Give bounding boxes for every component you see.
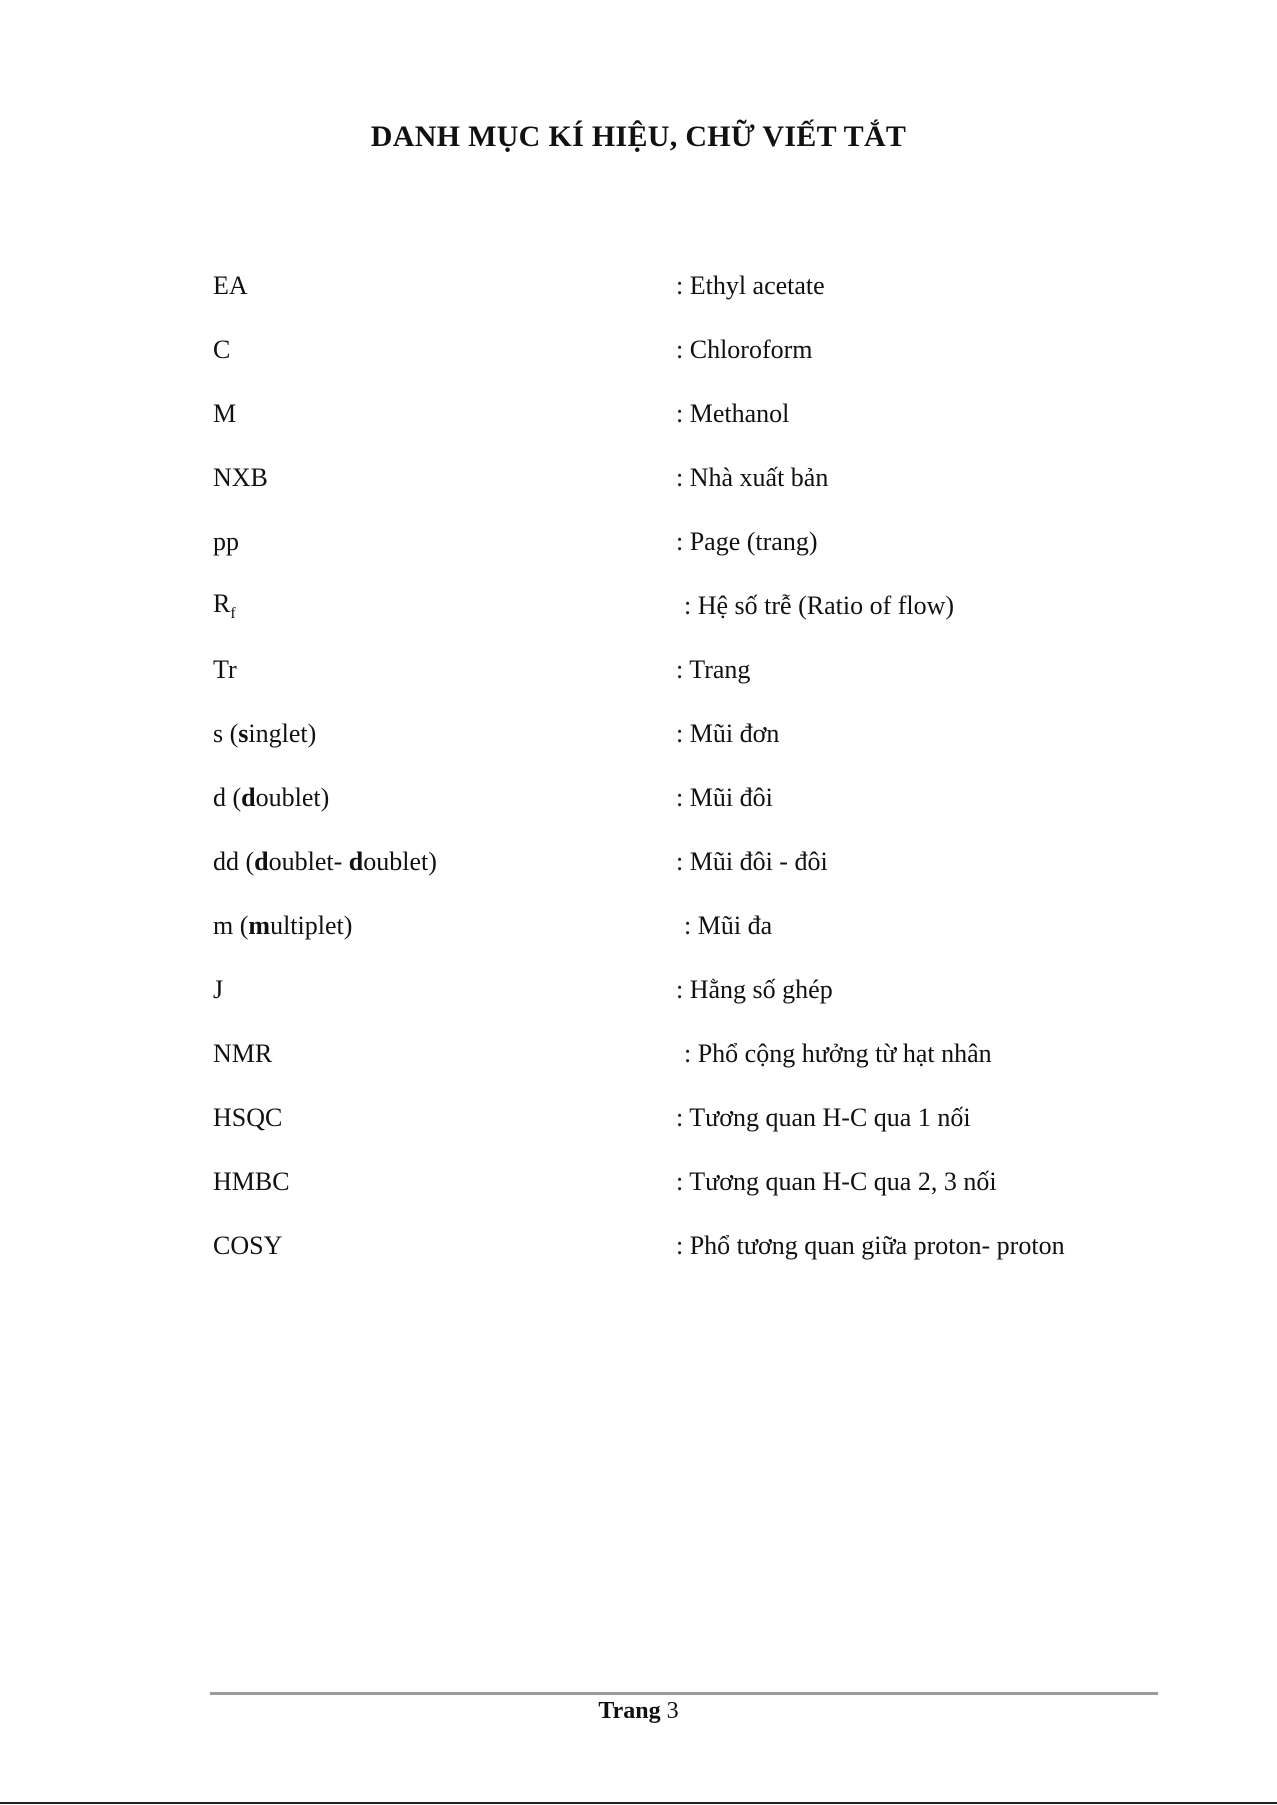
term-text: oublet) <box>255 783 330 812</box>
abbreviation-term: HMBC <box>213 1167 290 1196</box>
page-number <box>0 1698 1277 1725</box>
abbreviation-definition: : Chloroform <box>676 335 813 364</box>
abbreviation-definition: : Ethyl acetate <box>676 271 825 300</box>
abbreviation-row <box>213 638 1163 702</box>
term-text: d ( <box>213 783 242 812</box>
abbreviation-row <box>213 894 1163 958</box>
term-text: inglet) <box>248 719 317 748</box>
abbreviation-row <box>213 510 1163 574</box>
term-emphasis: d <box>348 847 364 876</box>
abbreviation-row <box>213 766 1163 830</box>
abbreviation-definition: : Nhà xuất bản <box>676 463 829 492</box>
abbreviation-definition: : Hệ số trễ (Ratio of flow) <box>684 591 955 620</box>
abbreviation-row <box>213 702 1163 766</box>
abbreviation-definition: : Trang <box>676 655 751 684</box>
page-bottom-edge <box>0 1802 1277 1804</box>
term-text: s ( <box>213 719 239 748</box>
abbreviation-row <box>213 830 1163 894</box>
abbreviation-definition: : Mũi đơn <box>676 719 780 748</box>
abbreviation-row <box>213 1086 1163 1150</box>
abbreviation-term: J <box>213 975 224 1004</box>
term-text: m ( <box>213 911 249 940</box>
term-text: ultiplet) <box>270 911 353 940</box>
abbreviation-definition: : Hằng số ghép <box>676 975 833 1004</box>
abbreviation-definition: : Phổ tương quan giữa proton- proton <box>676 1231 1065 1260</box>
abbreviation-term <box>213 783 676 813</box>
abbreviation-term: COSY <box>213 1231 283 1260</box>
abbreviation-definition: : Tương quan H-C qua 1 nối <box>676 1103 971 1132</box>
term-emphasis: s <box>238 719 249 748</box>
abbreviation-row <box>213 1022 1163 1086</box>
term-text: dd ( <box>213 847 255 876</box>
abbreviation-definition: : Page (trang) <box>676 527 818 556</box>
abbreviation-definition: : Phổ cộng hưởng từ hạt nhân <box>684 1039 992 1068</box>
abbreviation-row <box>213 254 1163 318</box>
abbreviation-definition: : Tương quan H-C qua 2, 3 nối <box>676 1167 997 1196</box>
abbreviation-term: pp <box>213 527 239 556</box>
abbreviation-row <box>213 574 1163 638</box>
abbreviation-term: HSQC <box>213 1103 283 1132</box>
abbreviation-term: C <box>213 335 231 364</box>
abbreviation-definition: : Methanol <box>676 399 790 428</box>
term-emphasis: d <box>241 783 256 812</box>
page-number-label: Trang <box>598 1698 661 1724</box>
page-title: DANH MỤC KÍ HIỆU, CHỮ VIẾT TẮT <box>370 120 907 153</box>
abbreviation-definition: : Mũi đôi <box>676 783 773 812</box>
page-number-value: 3 <box>666 1698 679 1724</box>
abbreviation-term <box>213 589 676 623</box>
abbreviation-list <box>213 254 1163 1278</box>
abbreviation-term: Tr <box>213 655 237 684</box>
term-emphasis: m <box>248 911 271 940</box>
abbreviation-term <box>213 847 676 877</box>
abbreviation-term <box>213 911 676 941</box>
abbreviation-term: M <box>213 399 237 428</box>
abbreviation-row <box>213 382 1163 446</box>
abbreviation-row <box>213 1214 1163 1278</box>
abbreviation-term <box>213 719 676 749</box>
term-base: R <box>213 588 231 618</box>
abbreviation-row <box>213 1150 1163 1214</box>
footer-divider <box>210 1692 1158 1695</box>
term-subscript: f <box>230 605 236 623</box>
abbreviation-row <box>213 958 1163 1022</box>
abbreviation-row <box>213 446 1163 510</box>
term-text: oublet) <box>363 847 437 876</box>
abbreviation-row <box>213 318 1163 382</box>
abbreviation-definition: : Mũi đôi - đôi <box>676 847 828 876</box>
term-emphasis: d <box>254 847 269 876</box>
abbreviation-term: EA <box>213 271 248 300</box>
abbreviation-term: NXB <box>213 463 268 492</box>
abbreviation-definition: : Mũi đa <box>684 911 773 940</box>
term-text: oublet- <box>268 847 349 876</box>
abbreviation-term: NMR <box>213 1039 273 1068</box>
